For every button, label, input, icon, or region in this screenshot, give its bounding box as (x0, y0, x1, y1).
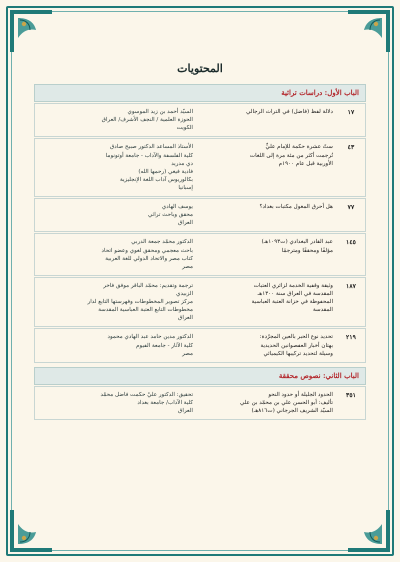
author-line: يوسف الهادي (161, 204, 193, 211)
author-line: السيّد أحمد بن زيد الموسوي (127, 109, 193, 116)
article-title-line: المحفوظة في خزانة العتبة العباسية (251, 299, 333, 306)
page-number: ١٨٧ (346, 282, 356, 290)
author-line: الحوزة العلمية / النجف الأشرف/ العراق (101, 117, 193, 124)
author-line: كلية الفلسفة والآداب - جامعة أوتونوما (105, 152, 193, 159)
article-title (199, 199, 337, 215)
article-title (199, 139, 337, 171)
author-line: تحقيق: الدكتور عليّ حكمت فاضل محمّد (100, 391, 193, 398)
author-line: باحث معجمي ومحقق لغوي وعضو اتحاد (101, 247, 193, 254)
toc-row[interactable] (34, 233, 366, 275)
corner-ornament-icon (346, 8, 392, 54)
toc-row[interactable] (34, 138, 366, 197)
author-line: العراق (178, 315, 193, 322)
author-line: بكالوريوس آداب اللغة الإنجليزية (119, 176, 193, 183)
toc-row[interactable] (34, 386, 366, 420)
author-line: العراق (178, 220, 193, 227)
author-line: ترجمة وتقديم: محمّد الباقر موفق فاخر (103, 282, 193, 289)
author-line: فادية فيغي (رحمها الله) (138, 168, 193, 175)
article-title (199, 387, 337, 419)
page-number: ٣٥١ (346, 391, 356, 399)
article-title-line: ستّ عشرة حكمة للإمام عليٍّ (265, 144, 333, 151)
author-line: الدكتور محمّد جمعة الدربي (131, 239, 193, 246)
article-author (35, 234, 199, 274)
article-title (199, 234, 337, 258)
article-title-line: المقدسة في العراق سنة ١٣٠٠هـ (257, 291, 333, 297)
article-title-line: وسيلة لتحديد تركيبها الكيميائي (263, 350, 333, 357)
author-line: مصر (182, 263, 193, 270)
article-title-line: تُرجمت أكثر من مئة مرة إلى اللغات (249, 152, 333, 159)
corner-ornament-icon (346, 508, 392, 554)
author-line: محقق وباحث تراثي (148, 212, 193, 219)
article-title (199, 329, 337, 361)
author-line: كتاب مصر والاتحاد الدولي للغة العربية (105, 255, 193, 262)
author-line: الأستاذ المساعد الدكتور صبيح صادق (109, 144, 193, 151)
author-line: العراق (178, 408, 193, 415)
page-number: ٢١٩ (346, 334, 356, 342)
article-title (199, 104, 337, 120)
author-line: مخطوطات التابع العتبة العباسية المقدسة (98, 307, 193, 314)
article-title-line: السيّد الشريف الجرجاني (ت٨١٦هـ) (251, 408, 333, 415)
page-number: ٧٧ (347, 204, 355, 212)
article-author (35, 329, 199, 361)
section-header: الباب الأول: دراسات تراثية (34, 84, 366, 102)
article-author (35, 199, 199, 231)
toc-row[interactable] (34, 198, 366, 232)
article-title-line: هل أحرق المغول مكتبات بغداد؟ (259, 204, 333, 211)
article-title-line: تأليف: أبو الحسن علي بن محمّد بن علي (239, 400, 333, 407)
toc-section (34, 84, 366, 363)
author-line: مركز تصوير المخطوطات وفهرستها التابع لدار (87, 299, 193, 306)
author-line: دي مدريد (171, 160, 193, 167)
page-number: ١٤٥ (346, 239, 356, 247)
article-title-line: عبد القادر البغدادي (ت١٠٩٣هـ) (261, 239, 333, 246)
author-line: إسبانيا (178, 185, 193, 192)
author-line: كلية الآثار - جامعة الفيوم (136, 342, 193, 349)
article-author (35, 104, 199, 136)
article-title (199, 278, 337, 318)
author-line: كلية الآداب/ جامعة بغداد (137, 400, 193, 407)
article-title-line: مؤلفًا ومحققًا ومترجمًا (281, 247, 333, 254)
article-title-line: الحدود الجليلة أو حدود النحو (268, 391, 333, 398)
author-line: الدكتور مدين حامد عبد الهادي محمود (107, 334, 193, 341)
page-number: ٤٣ (347, 144, 355, 152)
toc-row[interactable] (34, 328, 366, 362)
toc-section (34, 367, 366, 420)
table-of-contents (34, 84, 366, 421)
author-line: الكويت (176, 125, 193, 132)
author-line: مصر (182, 350, 193, 357)
article-title-line: دلالة لفظ (فاضل) في التراث الرجالي (246, 109, 333, 116)
article-title-line: وثيقة وقفية الخدمة لزائري العتبات (253, 282, 333, 289)
author-line: الزبيدي (176, 291, 193, 297)
article-author (35, 278, 199, 327)
page-number: ١٧ (347, 109, 355, 117)
article-title-line: المقدسة (313, 307, 333, 314)
article-title-line: تحديد نوع الحبر بالعين المجرّدة: (259, 334, 333, 341)
article-title-line: الأوربية قبل عام ١٩٠٠م (278, 160, 333, 167)
corner-ornament-icon (8, 508, 54, 554)
article-title-line: بهتان أخبار العفصوانين الحديدية (260, 342, 333, 349)
toc-row[interactable] (34, 103, 366, 137)
page-title: المحتويات (177, 62, 223, 75)
toc-row[interactable] (34, 277, 366, 328)
corner-ornament-icon (8, 8, 54, 54)
article-author (35, 387, 199, 419)
article-author (35, 139, 199, 196)
section-header: الباب الثاني: نصوص محققة (34, 367, 366, 385)
